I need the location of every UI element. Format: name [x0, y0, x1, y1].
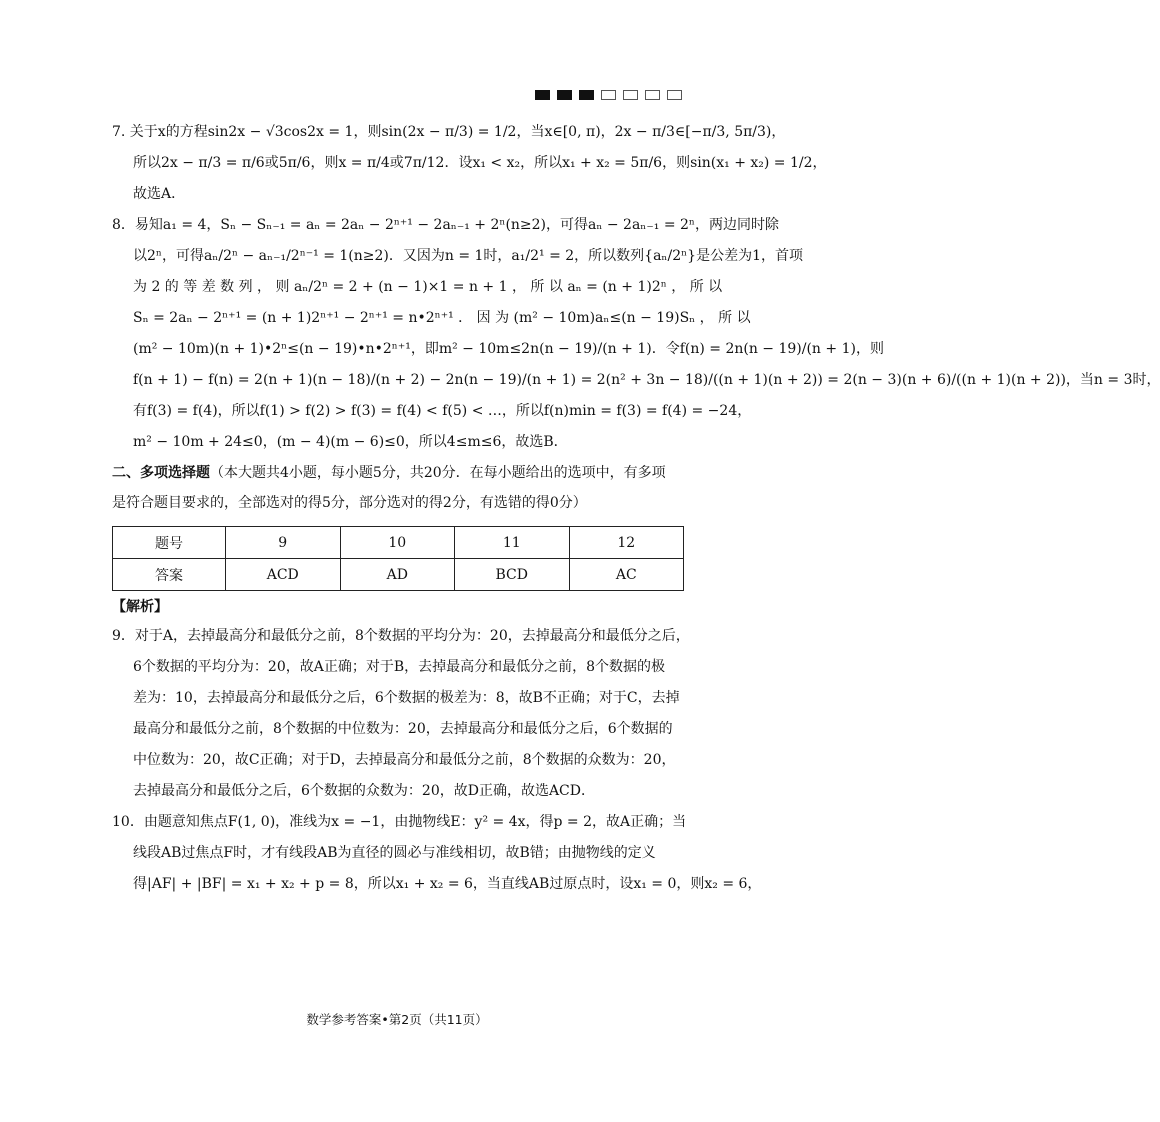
solution-line: 有f(3) = f(4)，所以f(1) > f(2) > f(3) = f(4) < f(5) < …，所以f(n)min = f(3) = f(4) = −24，: [133, 403, 752, 419]
solution-line: 最高分和最低分之前，8个数据的中位数为：20，去掉最高分和最低分之后，6个数据的: [133, 721, 673, 737]
solution-line: 去掉最高分和最低分之后，6个数据的众数为：20，故D正确，故选ACD．: [133, 783, 595, 799]
solution-line: 以2ⁿ，可得aₙ/2ⁿ − aₙ₋₁/2ⁿ⁻¹ = 1(n≥2)．又因为n = 1时，a₁/2¹ = 2，所以数列{aₙ/2ⁿ}是公差为1，首项: [133, 248, 803, 264]
table-cell-answer: BCD: [455, 559, 570, 591]
solution-line: Sₙ = 2aₙ − 2ⁿ⁺¹ = (n + 1)2ⁿ⁺¹ − 2ⁿ⁺¹ = n•2ⁿ⁺¹ ． 因 为 (m² − 10m)aₙ≤(n − 19)Sₙ ， 所 以: [133, 310, 751, 326]
page-progress-marks: [535, 90, 682, 100]
problem-block-7-8: [112, 117, 1160, 458]
table-cell-answer: AD: [340, 559, 455, 591]
solution-line: 为 2 的 等 差 数 列 ， 则 aₙ/2ⁿ = 2 + (n − 1)×1 = n + 1 ， 所 以 aₙ = (n + 1)2ⁿ ， 所 以: [133, 279, 723, 295]
analysis-label: 【解析】: [112, 599, 168, 615]
section-2-description-cont: 是符合题目要求的，全部选对的得5分，部分选对的得2分，有选错的得0分）: [112, 495, 587, 511]
solution-line: 7. 关于x的方程sin2x − √3cos2x = 1，则sin(2x − π/3) = 1/2，当x∈[0, π)，2x − π/3∈[−π/3, 5π/3)，: [112, 124, 786, 140]
solution-line: 中位数为：20，故C正确；对于D，去掉最高分和最低分之前，8个数据的众数为：20，: [133, 752, 676, 768]
page-footer: 数学参考答案•第2页（共11页）: [306, 1012, 488, 1027]
table-cell-answer: AC: [569, 559, 684, 591]
section-2-heading: [112, 458, 684, 488]
solution-line: 得|AF| + |BF| = x₁ + x₂ + p = 8，所以x₁ + x₂ = 6，当直线AB过原点时，设x₁ = 0，则x₂ = 6，: [133, 876, 762, 892]
table-cell-number: 11: [455, 527, 570, 559]
solution-line: 故选A．: [133, 186, 186, 202]
table-cell-answer: ACD: [226, 559, 341, 591]
solution-line: 所以2x − π/3 = π/6或5π/6，则x = π/4或7π/12．设x₁ < x₂，所以x₁ + x₂ = 5π/6，则sin(x₁ + x₂) = 1/2，: [133, 155, 827, 171]
solution-line: 8．易知a₁ = 4，Sₙ − Sₙ₋₁ = aₙ = 2aₙ − 2ⁿ⁺¹ − 2aₙ₋₁ + 2ⁿ(n≥2)，可得aₙ − 2aₙ₋₁ = 2ⁿ，两边同时除: [112, 217, 779, 233]
progress-mark-empty: [645, 90, 660, 100]
table-cell-number: 12: [569, 527, 684, 559]
answer-table: [112, 526, 684, 591]
answer-table-answer-row: [113, 559, 684, 591]
answer-content: [112, 117, 1160, 900]
solution-line: (m² − 10m)(n + 1)•2ⁿ≤(n − 19)•n•2ⁿ⁺¹，即m² − 10m≤2n(n − 19)/(n + 1)．令f(n) = 2n(n − 19)/(n + 1)，则: [133, 341, 884, 357]
table-cell-number: 10: [340, 527, 455, 559]
progress-mark-filled: [557, 90, 572, 100]
table-row-label: 答案: [113, 559, 226, 591]
progress-mark-empty: [667, 90, 682, 100]
section-2-description: （本大题共4小题，每小题5分，共20分．在每小题给出的选项中，有多项: [210, 465, 666, 481]
solution-line: f(n + 1) − f(n) = 2(n + 1)(n − 18)/(n + 2) − 2n(n − 19)/(n + 1) = 2(n² + 3n − 18)/((n + 1)(n + 2)) = 2(n − 3)(n + 6)/((n + 1)(n + 2))，当n = 3时，: [133, 372, 1160, 388]
progress-mark-empty: [623, 90, 638, 100]
progress-mark-filled: [579, 90, 594, 100]
solution-line: 10．由题意知焦点F(1, 0)，准线为x = −1，由抛物线E：y² = 4x，得p = 2，故A正确；当: [112, 814, 687, 830]
solution-line: 6个数据的平均分为：20，故A正确；对于B，去掉最高分和最低分之前，8个数据的极: [133, 659, 666, 675]
answer-table-number-row: [113, 527, 684, 559]
table-row-label: 题号: [113, 527, 226, 559]
table-cell-number: 9: [226, 527, 341, 559]
solution-line: 9．对于A，去掉最高分和最低分之前，8个数据的平均分为：20，去掉最高分和最低分之后，: [112, 628, 690, 644]
problem-block-9-10: [112, 621, 762, 900]
solution-line: 差为：10，去掉最高分和最低分之后，6个数据的极差为：8，故B不正确；对于C，去掉: [133, 690, 680, 706]
progress-mark-empty: [601, 90, 616, 100]
solution-line: m² − 10m + 24≤0，(m − 4)(m − 6)≤0，所以4≤m≤6，故选B．: [133, 434, 568, 450]
progress-mark-filled: [535, 90, 550, 100]
section-2-title: 二、多项选择题: [112, 465, 210, 481]
solution-line: 线段AB过焦点F时，才有线段AB为直径的圆必与准线相切，故B错；由抛物线的定义: [133, 845, 656, 861]
